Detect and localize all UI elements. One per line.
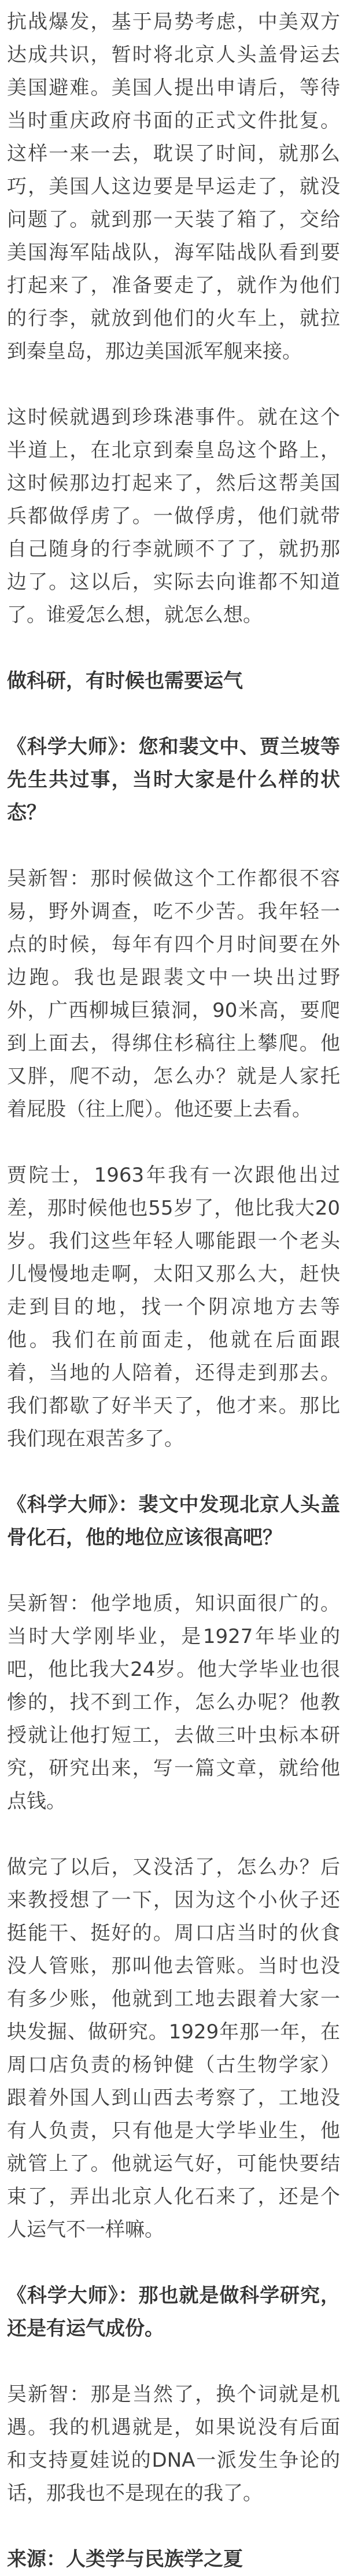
interview-answer: 吴新智：那时候做这个工作都很不容易，野外调查，吃不少苦。我年轻一点的时候，每年有四个月时间要在外边跑。我也是跟裴文中一块出过野外，广西柳城巨猿洞，90米高，要爬到上面去，得绑住杉稿往上攀爬。他又胖，爬不动，怎么办？就是人家托着屁股（往上爬）。他还要上去看。 bbox=[7, 867, 340, 1121]
interview-question: 《科学大师》：那也就是做科学研究，还是有运气成份。 bbox=[7, 2284, 340, 2340]
interview-question: 《科学大师》：裴文中发现北京人头盖骨化石，他的地位应该很高吧？ bbox=[7, 1493, 340, 1549]
interview-answer: 做完了以后，又没活了，怎么办？后来教授想了一下，因为这个小伙子还挺能干、挺好的。周口店当时的伙食没人管账，那叫他去管账。当时也没有多少账，他就到工地去跟着大家一块发掘、做研究。1929年那一年，在周口店负责的杨钟健（古生物学家）跟着外国人到山西去考察了，工地没有人负责，只有他是大学毕业生，他就管上了。他就运气好，可能快要结束了，弄出北京人化石来了，还是个人运气不一样嘛。 bbox=[7, 1856, 340, 2241]
source-credit: 来源：人类学与民族学之夏 bbox=[7, 2548, 243, 2571]
body-paragraph: 这时候就遇到珍珠港事件。就在这个半道上，在北京到秦皇岛这个路上，这时候那边打起来了，然后这帮美国兵都做俘虏了。一做俘虏，他们就带自己随身的行李就顾不了了，就扔那边了。这以后，实际去向谁都不知道了。谁爱怎么想，就怎么想。 bbox=[7, 406, 340, 627]
section-heading: 做科研，有时候也需要运气 bbox=[7, 669, 243, 693]
interview-answer: 吴新智：那是当然了，换个词就是机遇。我的机遇就是，如果说没有后面和支持夏娃说的DNA一派发生争论的话，那我也不是现在的我了。 bbox=[7, 2383, 340, 2505]
interview-answer: 吴新智：他学地质，知识面很广的。当时大学刚毕业，是1927年毕业的吧，他比我大24岁。他大学毕业也很惨的，找不到工作，怎么办呢？他教授就让他打短工，去做三叶虫标本研究，研究出来，写一篇文章，就给他点钱。 bbox=[7, 1592, 340, 1813]
interview-question: 《科学大师》：您和裴文中、贾兰坡等先生共过事，当时大家是什么样的状态？ bbox=[7, 735, 340, 824]
interview-answer: 贾院士，1963年我有一次跟他出过差，那时候他也55岁了，他比我大20岁。我们这些年轻人哪能跟一个老头儿慢慢地走啊，太阳又那么大，赶快走到目的地，找一个阴凉地方去等他。我们在前面走，他就在后面跟着，当地的人陪着，还得走到那去。我们都歇了好半天了，他才来。那比我们现在艰苦多了。 bbox=[7, 1164, 340, 1450]
body-paragraph: 抗战爆发，基于局势考虑，中美双方达成共识，暂时将北京人头盖骨运去美国避难。美国人提出申请后，等待当时重庆政府书面的正式文件批复。这样一来一去，耽误了时间，就那么巧，美国人这边要是早运走了，就没问题了。就到那一天装了箱了，交给美国海军陆战队，海军陆战队看到要打起来了，准备要走了，就作为他们的行李，就放到他们的火车上，就拉到秦皇岛，那边美国派军舰来接。 bbox=[7, 10, 340, 363]
